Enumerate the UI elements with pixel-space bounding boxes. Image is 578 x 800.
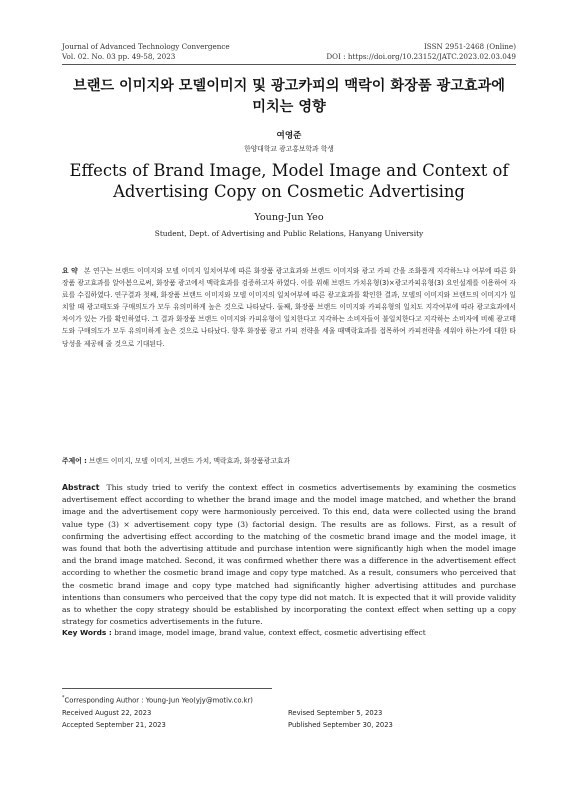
english-abstract-label: Abstract <box>62 483 100 492</box>
revised-date: Revised September 5, 2023 <box>288 708 383 717</box>
footnote-divider <box>62 688 272 689</box>
english-affiliation: Student, Dept. of Advertising and Public Relations, Hanyang University <box>154 229 424 238</box>
journal-name: Journal of Advanced Technology Convergence <box>62 42 230 51</box>
header-divider <box>62 64 516 65</box>
published-date: Published September 30, 2023 <box>288 721 393 730</box>
korean-title: 브랜드 이미지와 모델이미지 및 광고카피의 맥락이 화장품 광고효과에 미치는 영향 <box>72 78 506 115</box>
corresponding-mark: * <box>62 695 65 701</box>
english-author: Young-Jun Yeo <box>254 212 324 223</box>
english-keywords <box>62 628 516 638</box>
korean-affiliation: 한양대학교 광고홍보학과 학생 <box>244 145 334 153</box>
korean-keywords-label: 주제어 : <box>62 457 87 465</box>
english-abstract-text: This study tried to verify the context effect in cosmetics advertisements by examining the cosmetics advertisement effect according to whether the brand image and the model image matched, and whether the brand image and the advertisement copy were harmoniously perceived. To this end, data were collected using the brand value type (3) × advertisement copy type (3) factorial design. The results are as follows. First, as a result of confirming the advertising effect according to the matching of the cosmetic brand image and the model image, it was found that both the advertising attitude and purchase intention were significantly high when the model image and the brand image matched. Second, it was confirmed whether there was a difference in the advertisement effect according to whether the cosmetic brand image and copy type matched. As a result, consumers who perceived that the cosmetic brand image and copy type matched had significantly higher advertising attitudes and purchase intentions than consumers who perceived that the copy type did not match. It is expected that it will provide validity as to whether the copy strategy should be established by incorporating the context effect when setting up a copy strategy for cosmetics advertisements in the future. <box>62 483 516 627</box>
journal-doi[interactable]: DOI : https://doi.org/10.23152/JATC.2023.02.03.049 <box>326 52 516 61</box>
corresponding-author-text: Corresponding Author : Young-Jun Yeo(yjy@motiv.co.kr) <box>64 696 253 705</box>
korean-keywords <box>62 456 516 466</box>
english-keywords-label: Key Words : <box>62 628 112 637</box>
journal-issn: ISSN 2951-2468 (Online) <box>423 42 516 51</box>
korean-abstract-text: 본 연구는 브랜드 이미지와 모델 이미지 일치여부에 따른 화장품 광고효과와 브랜드 이미지와 광고 카피 간을 조화롭게 지각하느냐 여부에 따른 화장품 광고효과를 알아봄으로써, 화장품 광고에서 맥락효과를 검증하고자 하였다. 이를 위해 브랜드 가치유형(3)×광고카피유형(3) 요인설계를 이용하여 자료를 수집하였다. 연구결과 첫째, 화장품 브랜드 이미지와 모델 이미지의 일치여부에 따른 광고효과를 확인한 결과, 모델의 이미지와 브랜드의 이미지가 일치할 때 광고태도와 구매의도가 모두 유의미하게 높은 것으로 나타났다. 둘째, 화장품 브랜드 이미지와 카피유형의 일치도 지각여부에 따라 광고효과에서 차이가 있는 가를 확인하였다. 그 결과 화장품 브랜드 이미지와 카피유형이 일치한다고 지각하는 소비자들이 불일치한다고 지각하는 소비자에 비해 광고태도와 구매의도가 모두 유의미하게 높은 것으로 나타났다. 향후 화장품 광고 카피 전략을 세울 때맥락효과를 접목하여 카피전략을 세워야 하는가에 대한 타당성을 제공해 줄 것으로 기대된다. <box>62 267 516 348</box>
journal-header <box>62 42 516 62</box>
korean-abstract-label: 요 약 <box>62 267 78 275</box>
english-title: Effects of Brand Image, Model Image and Context of Advertising Copy on Cosmetic Advertising <box>69 161 509 201</box>
footnote <box>62 692 516 732</box>
accepted-date: Accepted September 21, 2023 <box>62 721 166 730</box>
corresponding-author <box>62 692 516 707</box>
korean-author: 여영준 <box>276 131 302 141</box>
journal-volume: Vol. 02. No. 03 pp. 49-58, 2023 <box>62 52 176 61</box>
received-date: Received August 22, 2023 <box>62 708 152 717</box>
korean-abstract <box>62 265 516 350</box>
english-keywords-text: brand image, model image, brand value, context effect, cosmetic advertising effect <box>114 628 426 637</box>
korean-keywords-text: 브랜드 이미지, 모델 이미지, 브랜드 가치, 맥락효과, 화장품광고효과 <box>88 457 291 465</box>
english-abstract <box>62 482 516 628</box>
